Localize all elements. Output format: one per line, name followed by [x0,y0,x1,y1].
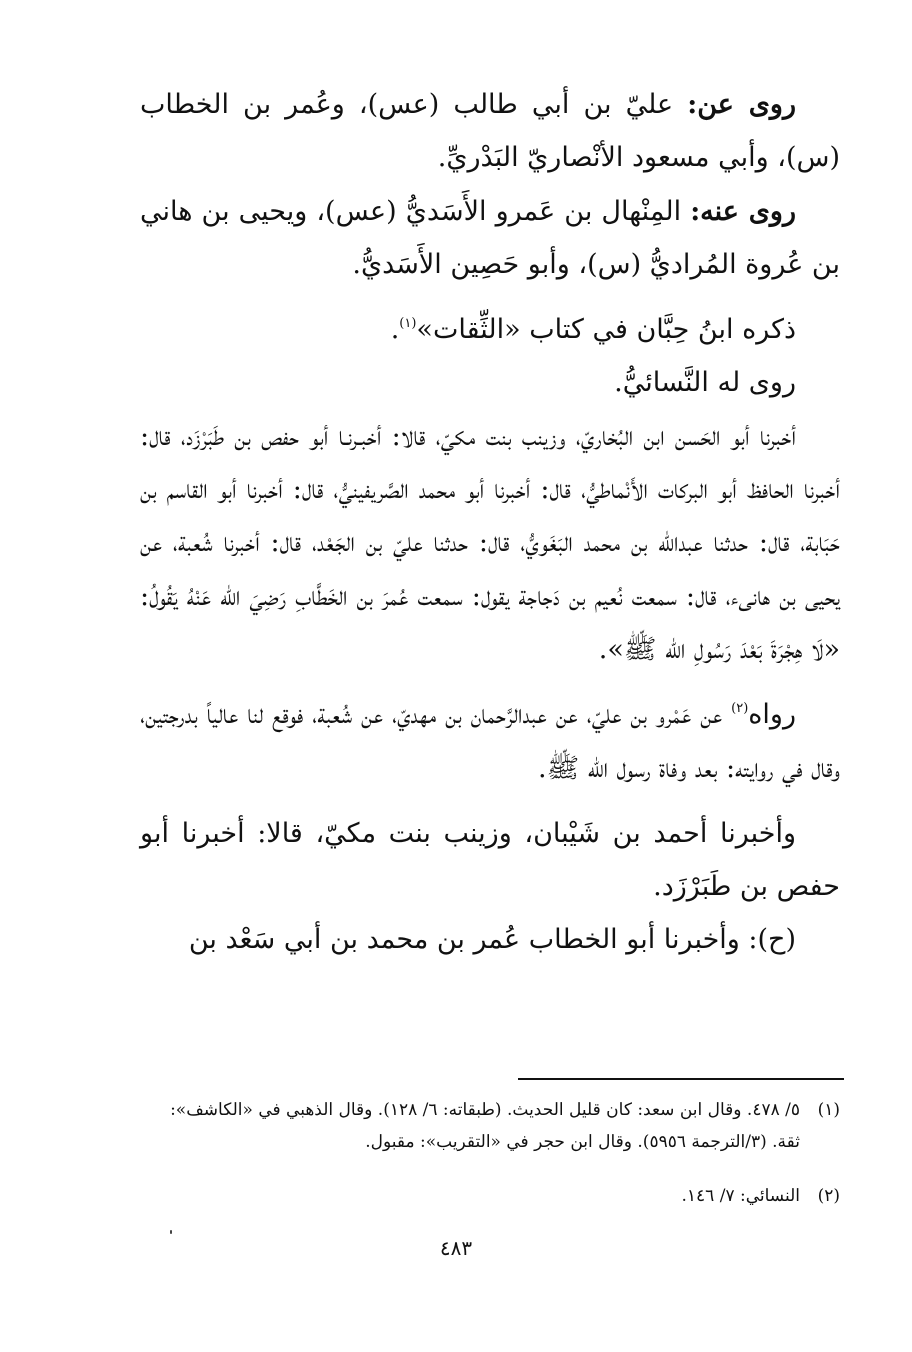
footnote-divider [518,1078,844,1080]
footnote-ref: (٢) [731,701,749,717]
paragraph-text: وأخبرنا أحمد بن شَيْبان، وزينب بنت مكيّ، قالا: أخبرنا أبو حفص بن طَبَرْزَد. [140,817,840,903]
paragraph-lead: روى عن: [687,89,796,120]
paragraph-second-isnad [140,807,840,914]
ink-speck [170,1230,172,1234]
paragraph-continuation [140,913,840,966]
paragraph-text: (ح): وأخبرنا أبو الخطاب عُمر بن محمد بن أبي سَعْد بن [188,924,796,956]
paragraph-text: أخبرنا أبو الحَسن ابن البُخاريّ، وزينب بنت مكيّ، قالا: أخبـرنـا أبو حفص بن طَبَرْزَد، قال: أخبرنا الحافظ أبو البركات الأَنْماطيُّ، قال: أخبرنا أبو محمد الصَّريفينيُّ، قال: أخبرنا أبو القاسم بن حَبَابة، قال: حدثنا عبدالله بن محمد البَغَويُّ، قال: حدثنا عليّ بن الجَعْد، قال: أخبرنا شُعبة، عن يحيى بن هانىء، قال: سمعت نُعيم بن دَجاجة يقول: سمعت عُمرَ بن الخَطَّابِ رَضِيَ الله عَنْهُ يَقُولُ: «لَا هِجْرَةَ بَعْدَ رَسُولِ الله ﷺ». [140,420,840,665]
paragraph-riwaya [140,688,840,795]
paragraph-ibn-hibban [140,303,840,356]
footnote-number: (١) [817,1100,840,1120]
footnote-text: النسائي: ٧/ ١٤٦. [681,1186,800,1206]
paragraph-lead: روى عنه: [690,195,796,227]
paragraph-text: ذكره ابنُ حِبَّان في كتاب «الثِّقات» [416,314,796,346]
paragraph-text: . [390,314,400,346]
footnote-ref: (١) [399,316,417,332]
paragraph-narrated-by [140,185,840,292]
footnote-1 [140,1094,840,1158]
paragraph-isnad [140,410,840,676]
footnote-number: (٢) [817,1186,840,1206]
footnote-text: ٥/ ٤٧٨. وقال ابن سعد: كان قليل الحديث. (طبقاته: ٦/ ١٢٨). وقال الذهبي في «الكاشف»: ثقة. (٣/الترجمة ٥٩٥٦). وقال ابن حجر في «التقريب»: مقبول. [170,1100,800,1152]
footnotes [140,1094,840,1212]
paragraph-narrated-from [140,78,840,185]
paragraph-text: عن عَمْرو بن عليّ، عن عبدالرَّحمان بن مهديّ، عن شُعبة، فوقع لنا عالياً بدرجتين، وقال في روايته: بعد وفاة رسول الله ﷺ. [140,699,840,784]
main-text [140,78,840,967]
paragraph-text: عليّ بن أبي طالب (عس)، وعُمر بن الخطاب (س)، وأبي مسعود الأنْصاريّ البَدْريِّ. [140,89,840,174]
paragraph-text: رواه [748,699,796,731]
paragraph-text: روى له النَّسائيُّ. [614,367,796,399]
paragraph-text: المِنْهال بن عَمرو الأَسَديُّ (عس)، ويحيى بن هاني بن عُروة المُراديُّ (س)، وأبو حَصِين الأَسَديُّ. [140,195,840,280]
footnote-2 [140,1180,840,1212]
page-number: ٤٨٣ [439,1236,473,1260]
paragraph-nasai [140,356,840,409]
